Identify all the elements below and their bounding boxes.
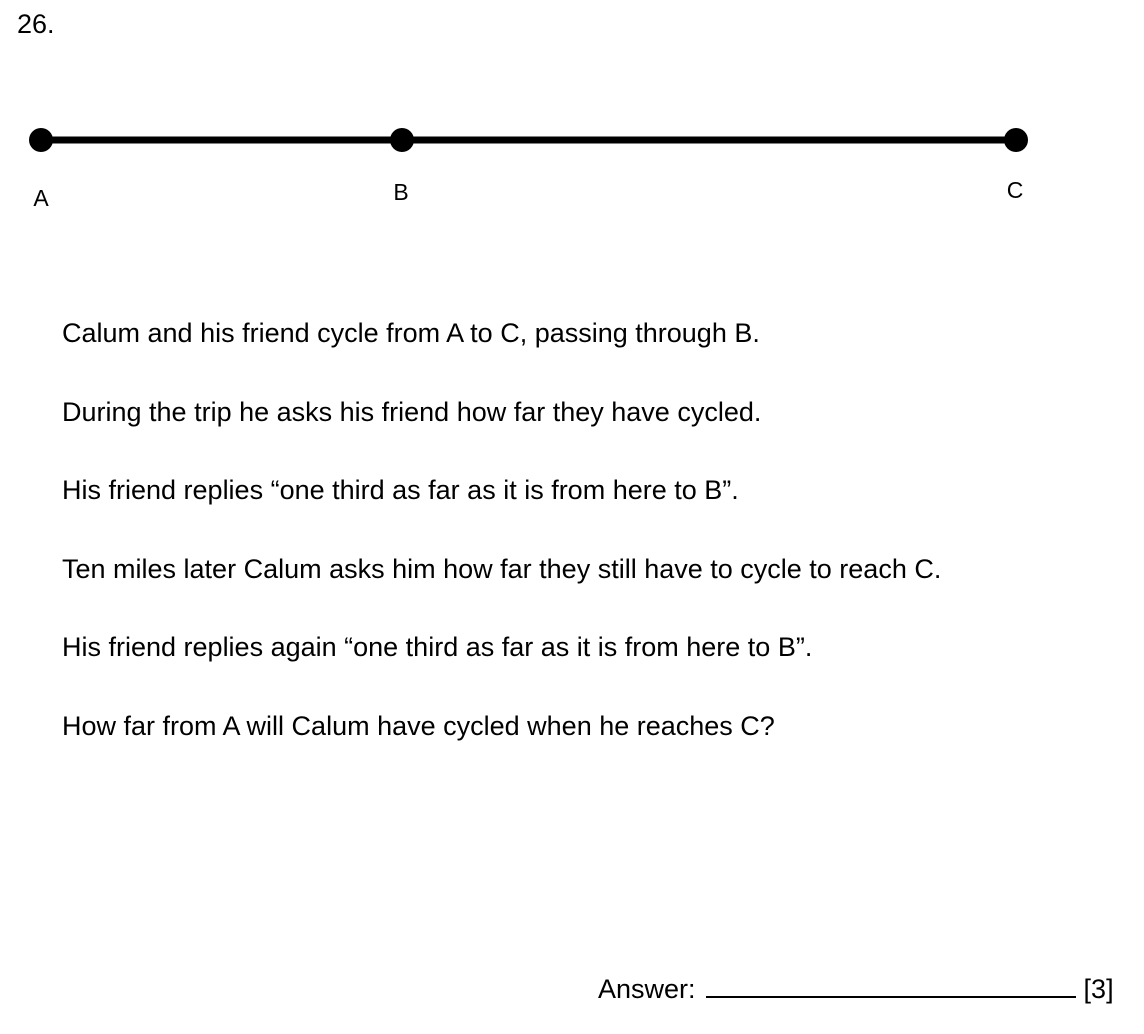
- point-a-marker: [29, 128, 53, 152]
- point-c-label: C: [1006, 177, 1024, 203]
- question-paragraph: During the trip he asks his friend how far they have cycled.: [62, 396, 762, 427]
- point-b-marker: [390, 128, 414, 152]
- route-diagram: [0, 0, 1144, 230]
- question-paragraph: His friend replies again “one third as far as it is from here to B”.: [62, 632, 813, 662]
- question-text: [62, 318, 1062, 789]
- point-a-label: A: [33, 185, 49, 211]
- answer-line[interactable]: [706, 972, 1076, 998]
- answer-row: [598, 972, 1114, 1005]
- question-paragraph: His friend replies “one third as far as it is from here to B”.: [62, 475, 739, 505]
- question-paragraph: How far from A will Calum have cycled when he reaches C?: [62, 710, 775, 741]
- answer-label: Answer:: [598, 974, 696, 1004]
- point-c-marker: [1004, 128, 1028, 152]
- marks-label: [3]: [1083, 974, 1114, 1004]
- question-paragraph: Ten miles later Calum asks him how far they still have to cycle to reach C.: [62, 553, 942, 584]
- point-b-label: B: [393, 179, 409, 205]
- question-paragraph: Calum and his friend cycle from A to C, passing through B.: [62, 318, 760, 348]
- question-number: 26.: [17, 9, 55, 39]
